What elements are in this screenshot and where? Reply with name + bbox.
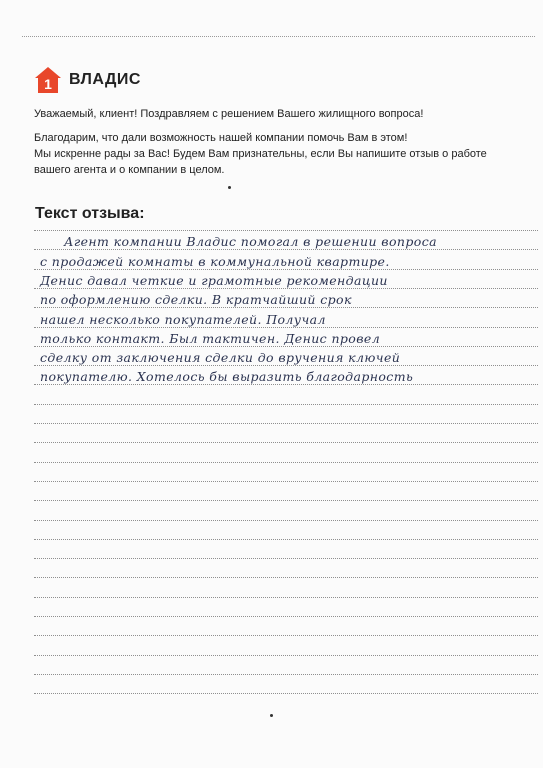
greeting-text: Уважаемый, клиент! Поздравляем с решением Вашего жилищного вопроса! bbox=[34, 108, 424, 120]
ruled-line bbox=[34, 520, 538, 521]
ruled-line bbox=[34, 558, 538, 559]
ruled-line bbox=[34, 674, 538, 675]
handwritten-line: Агент компании Владис помогал в решении вопроса bbox=[64, 234, 437, 250]
ruled-line bbox=[34, 365, 538, 366]
ruled-line bbox=[34, 327, 538, 328]
ruled-line bbox=[34, 481, 538, 482]
ruled-line bbox=[34, 307, 538, 308]
ruled-line bbox=[34, 404, 538, 405]
handwritten-line: нашел несколько покупателей. Получал bbox=[40, 311, 326, 327]
cut-line bbox=[22, 36, 535, 37]
ruled-line bbox=[34, 269, 538, 270]
review-title: Текст отзыва: bbox=[35, 205, 145, 222]
intro-line-3: вашего агента и о компании в целом. bbox=[34, 164, 225, 176]
ruled-line bbox=[34, 288, 538, 289]
ruled-line bbox=[34, 597, 538, 598]
ruled-line bbox=[34, 384, 538, 385]
ruled-line bbox=[34, 249, 538, 250]
handwritten-line: по оформлению сделки. В кратчайший срок bbox=[40, 292, 352, 308]
svg-text:1: 1 bbox=[44, 76, 52, 92]
ruled-line bbox=[34, 577, 538, 578]
handwritten-line: Денис давал четкие и грамотные рекомендации bbox=[40, 272, 388, 288]
handwritten-line: покупателю. Хотелось бы выразить благодарность bbox=[40, 369, 414, 385]
ink-speck bbox=[228, 186, 231, 189]
ruled-line bbox=[34, 230, 538, 231]
ruled-line bbox=[34, 442, 538, 443]
handwritten-line: сделку от заключения сделки до вручения ключей bbox=[40, 350, 401, 366]
house-one-logo-icon bbox=[34, 66, 62, 94]
intro-line-1: Благодарим, что дали возможность нашей компании помочь Вам в этом! bbox=[34, 132, 408, 144]
ink-speck bbox=[270, 714, 273, 717]
handwritten-line: с продажей комнаты в коммунальной квартире. bbox=[40, 253, 390, 269]
handwritten-line: только контакт. Был тактичен. Денис провел bbox=[40, 330, 381, 346]
ruled-line bbox=[34, 655, 538, 656]
brand-logo bbox=[34, 66, 141, 94]
ruled-line bbox=[34, 616, 538, 617]
ruled-line bbox=[34, 693, 538, 694]
ruled-line bbox=[34, 539, 538, 540]
ruled-line bbox=[34, 462, 538, 463]
ruled-line bbox=[34, 423, 538, 424]
intro-text bbox=[34, 106, 524, 178]
ruled-line bbox=[34, 635, 538, 636]
ruled-line bbox=[34, 346, 538, 347]
intro-line-2: Мы искренне рады за Вас! Будем Вам признательны, если Вы напишите отзыв о работе bbox=[34, 148, 487, 160]
ruled-line bbox=[34, 500, 538, 501]
brand-name: ВЛАДИС bbox=[69, 71, 141, 88]
